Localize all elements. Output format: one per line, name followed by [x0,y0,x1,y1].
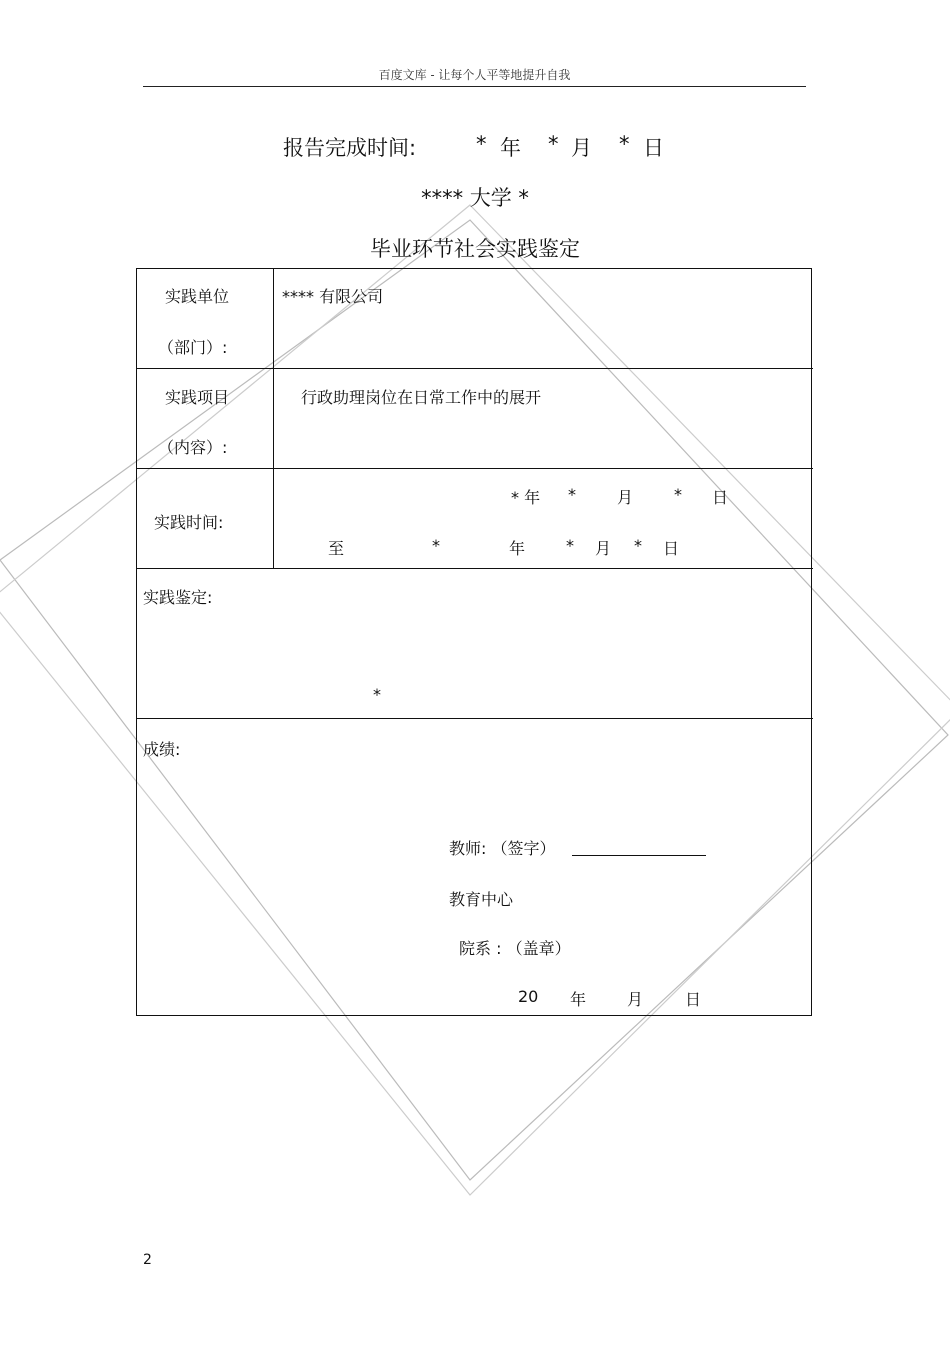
project-value: 行政助理岗位在日常工作中的展开 [301,388,542,407]
row-divider-2 [136,468,813,469]
start-year: * 年 [511,488,541,507]
unit-value: **** 有限公司 [282,287,384,306]
report-day-star: * [619,132,630,156]
grade-label: 成绩: [143,740,181,759]
report-month-star: * [548,132,559,156]
project-label-line1: 实践项目 [165,388,230,407]
report-month-label: 月 [571,136,592,160]
appraisal-value: * [373,685,381,704]
grade-date-month: 月 [627,990,644,1009]
report-year-label: 年 [500,136,521,160]
university-name: **** 大学 * [421,186,529,210]
end-month-star: * [566,536,574,555]
grade-date-day: 日 [685,990,702,1009]
report-time-label: 报告完成时间: [283,136,417,160]
page-number: 2 [143,1252,152,1268]
appraisal-label: 实践鉴定: [143,588,213,607]
end-year: 年 [509,539,526,558]
header-rule [143,86,806,87]
dept-seal-label: 院系 : （盖章） [459,939,571,958]
end-month: 月 [595,539,612,558]
row-divider-4 [136,718,813,719]
start-day: 日 [712,488,729,507]
form-title: 毕业环节社会实践鉴定 [370,237,580,261]
row-divider-3 [136,568,813,569]
end-day-star: * [634,536,642,555]
time-label: 实践时间: [154,513,224,532]
education-center-label: 教育中心 [449,890,514,909]
teacher-sign-label: 教师: （签字） [449,839,556,858]
unit-label-line2: （部门）: [158,338,228,357]
start-month: 月 [617,488,634,507]
label-column-divider [273,268,274,568]
project-label-line2: （内容）: [158,438,228,457]
report-day-label: 日 [643,136,664,160]
to-label: 至 [328,539,345,558]
grade-date-prefix: 20 [518,987,539,1006]
start-day-star: * [674,485,682,504]
row-divider-1 [136,368,813,369]
start-month-star: * [568,485,576,504]
signature-line [572,855,706,856]
end-year-star: * [432,536,440,555]
unit-label-line1: 实践单位 [165,287,230,306]
grade-date-year: 年 [570,990,587,1009]
running-header: 百度文库 - 让每个人平等地提升自我 [378,68,571,82]
end-day: 日 [663,539,680,558]
report-year-star: * [476,132,487,156]
